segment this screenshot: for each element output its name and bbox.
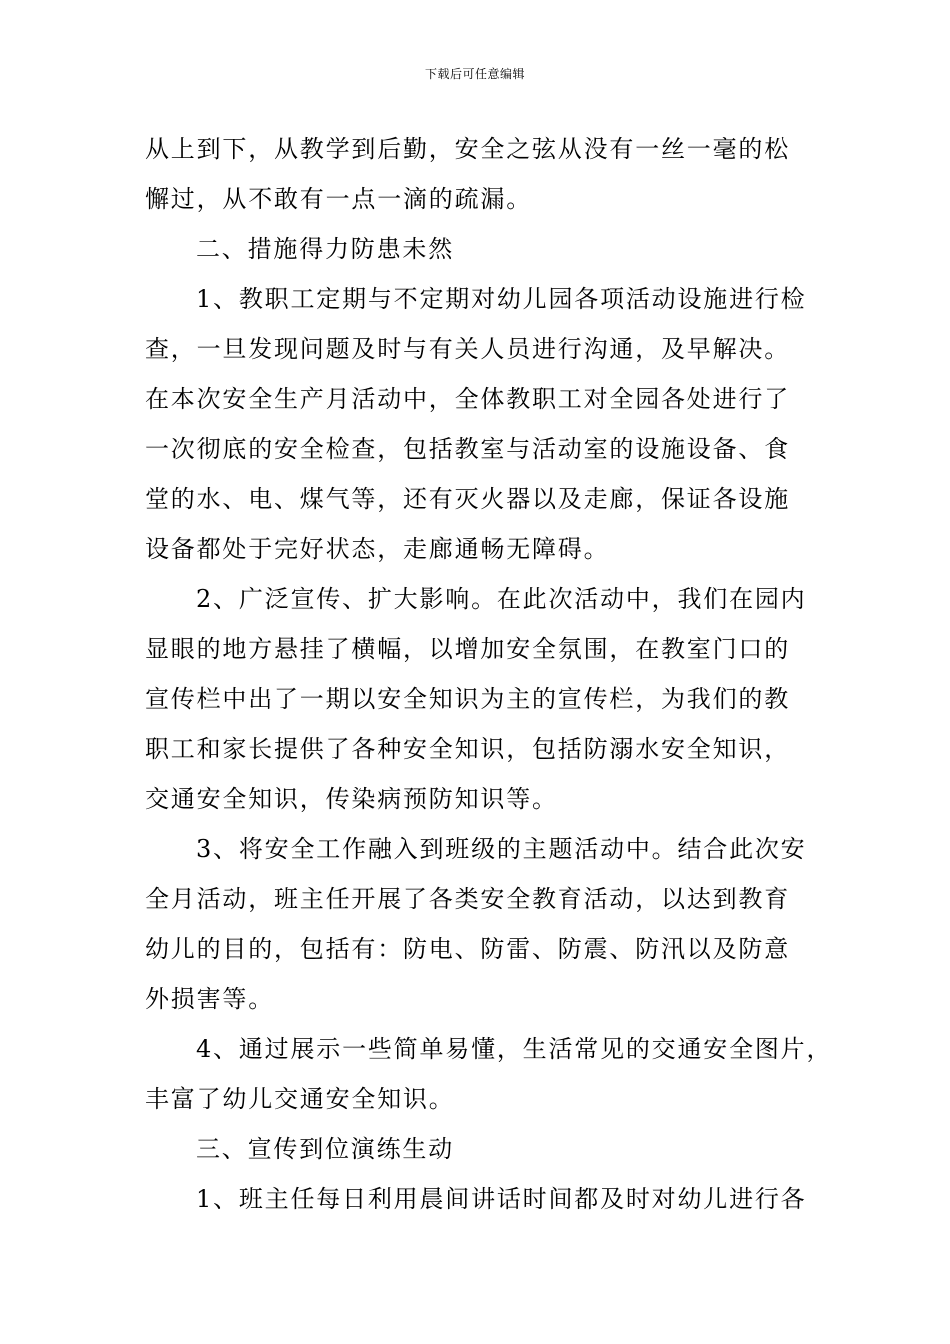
body-line: 一次彻底的安全检查，包括教室与活动室的设施设备、食 xyxy=(145,435,790,463)
body-line: 4、通过展示一些简单易懂，生活常见的交通安全图片， xyxy=(196,1035,833,1063)
body-line: 幼儿的目的，包括有：防电、防雷、防震、防汛以及防意 xyxy=(145,935,790,963)
body-line: 2、广泛宣传、扩大影响。在此次活动中，我们在园内 xyxy=(196,585,807,613)
body-line: 丰富了幼儿交通安全知识。 xyxy=(145,1085,455,1113)
section-heading: 三、宣传到位演练生动 xyxy=(196,1135,454,1163)
body-line: 显眼的地方悬挂了横幅，以增加安全氛围，在教室门口的 xyxy=(145,635,790,663)
body-line: 堂的水、电、煤气等，还有灭火器以及走廊，保证各设施 xyxy=(145,485,790,513)
section-heading: 二、措施得力防患未然 xyxy=(196,235,454,263)
body-line: 外损害等。 xyxy=(145,985,274,1013)
body-line: 3、将安全工作融入到班级的主题活动中。结合此次安 xyxy=(196,835,807,863)
body-line: 交通安全知识，传染病预防知识等。 xyxy=(145,785,558,813)
body-line: 1、班主任每日利用晨间讲话时间都及时对幼儿进行各 xyxy=(196,1185,807,1213)
body-line: 1、教职工定期与不定期对幼儿园各项活动设施进行检 xyxy=(196,285,807,313)
body-line: 全月活动，班主任开展了各类安全教育活动，以达到教育 xyxy=(145,885,790,913)
body-line: 从上到下，从教学到后勤，安全之弦从没有一丝一毫的松 xyxy=(145,135,790,163)
body-line: 查，一旦发现问题及时与有关人员进行沟通，及早解决。 xyxy=(145,335,790,363)
body-line: 职工和家长提供了各种安全知识，包括防溺水安全知识， xyxy=(145,735,790,763)
body-line: 宣传栏中出了一期以安全知识为主的宣传栏，为我们的教 xyxy=(145,685,790,713)
body-line: 懈过，从不敢有一点一滴的疏漏。 xyxy=(145,185,532,213)
body-line: 设备都处于完好状态，走廊通畅无障碍。 xyxy=(145,535,610,563)
body-line: 在本次安全生产月活动中，全体教职工对全园各处进行了 xyxy=(145,385,790,413)
page-header: 下载后可任意编辑 xyxy=(424,67,525,81)
